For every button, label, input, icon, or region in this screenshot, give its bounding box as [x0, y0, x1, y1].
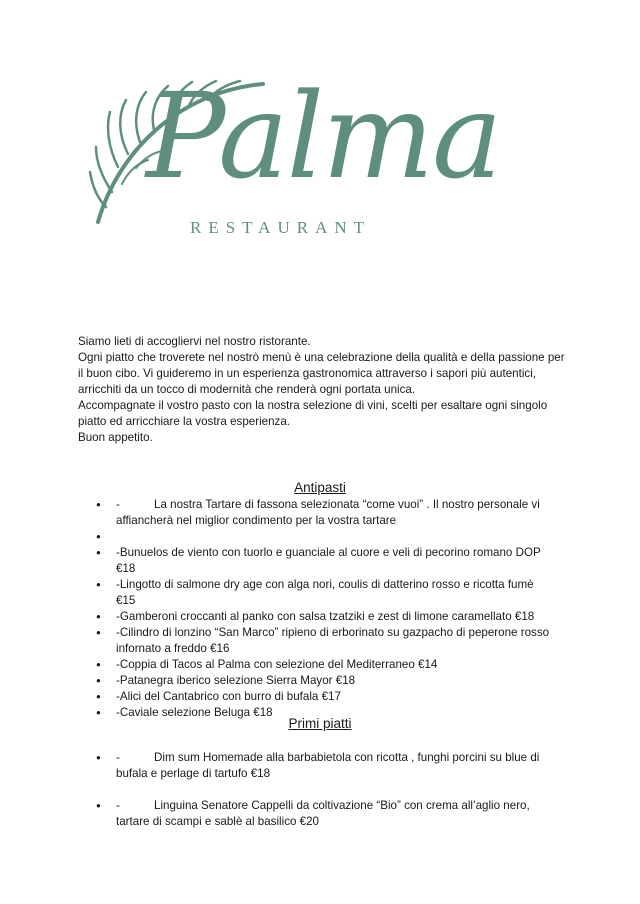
- list-item: [96, 798, 556, 830]
- item-text: Dim sum Homemade alla barbabietola con ricotta , funghi porcini su blue di bufala e perlage di tartufo €18: [116, 751, 540, 780]
- list-item: [96, 657, 556, 673]
- list-item: [96, 529, 556, 545]
- list-item: [96, 497, 556, 529]
- intro-text: [78, 334, 568, 446]
- item-dash: -: [116, 498, 120, 511]
- item-text: La nostra Tartare di fassona selezionata “come vuoi” . Il nostro personale vi affiancherà nel miglior condimento per la vostra tartare: [116, 498, 540, 527]
- list-item: [96, 689, 556, 705]
- section-title-antipasti: Antipasti: [294, 480, 346, 495]
- intro-line: Ogni piatto che troverete nel nostrò menù è una celebrazione della qualità e della passione per il buon cibo. Vi guideremo in un esperienza gastronomica attraverso i sapori più autentici, arricchiti da un tocco di modernità che renderà ogni portata unica.: [78, 351, 565, 396]
- intro-line: Buon appetito.: [78, 431, 153, 444]
- list-item: [96, 750, 556, 782]
- item-text: Linguina Senatore Cappelli da coltivazione “Bio” con crema all’aglio nero, tartare di scampi e sablè al basilico €20: [116, 799, 530, 828]
- item-text: -Patanegra iberico selezione Sierra Mayor €18: [116, 674, 356, 687]
- logo-subtitle: RESTAURANT: [190, 218, 372, 237]
- list-item: [96, 545, 556, 577]
- list-item: [96, 577, 556, 609]
- primi-list: [96, 750, 556, 830]
- item-text: -Coppia di Tacos al Palma con selezione del Mediterraneo €14: [116, 658, 438, 671]
- list-item: [96, 625, 556, 657]
- list-item: [96, 609, 556, 625]
- antipasti-list: [96, 497, 556, 721]
- item-text: -Lingotto di salmone dry age con alga nori, coulis di datterino rosso e ricotta fumè €15: [116, 578, 534, 607]
- item-dash: -: [116, 799, 120, 812]
- item-text: -Alici del Cantabrico con burro di bufala €17: [116, 690, 341, 703]
- logo-name: Palma: [146, 67, 501, 205]
- list-item: [96, 673, 556, 689]
- intro-line: Accompagnate il vostro pasto con la nostra selezione di vini, scelti per esaltare ogni singolo piatto ed arricchiare la vostra esperienza.: [78, 399, 548, 428]
- item-text: -Cilindro di lonzino “San Marco” ripieno di erborinato su gazpacho di peperone rosso infornato a freddo €16: [116, 626, 550, 655]
- item-text: -Caviale selezione Beluga €18: [116, 706, 273, 719]
- section-title-primi: Primi piatti: [288, 716, 352, 731]
- restaurant-logo: [88, 67, 508, 252]
- item-dash: -: [116, 751, 120, 764]
- intro-line: Siamo lieti di accogliervi nel nostro ristorante.: [78, 335, 311, 348]
- item-text: -Gamberoni croccanti al panko con salsa tzatziki e zest di limone caramellato €18: [116, 610, 535, 623]
- item-text: -Bunuelos de viento con tuorlo e guanciale al cuore e veli di pecorino romano DOP €18: [116, 546, 541, 575]
